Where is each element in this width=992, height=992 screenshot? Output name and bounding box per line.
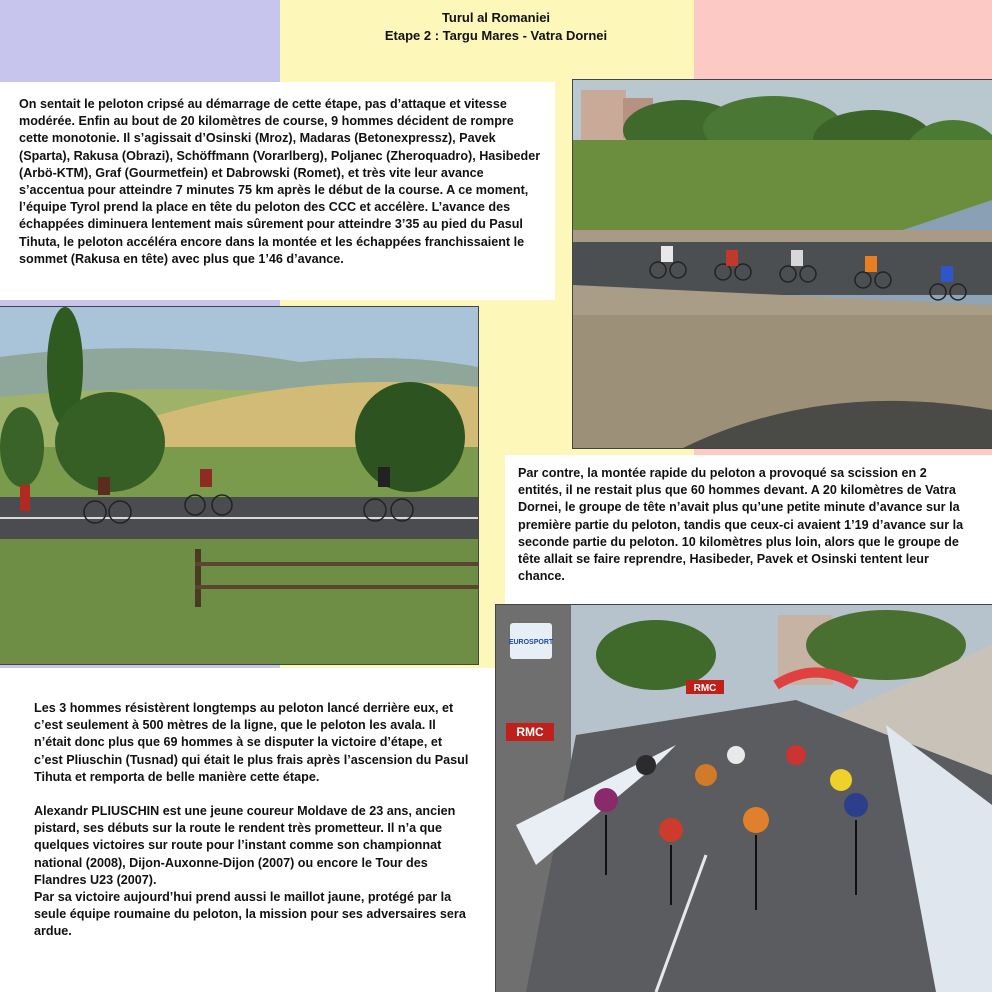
image-sprint-finish: [496, 605, 992, 992]
eurosport-sign: EUROSPORT: [508, 639, 554, 646]
page-subtitle: Etape 2 : Targu Mares - Vatra Dornei: [384, 28, 608, 43]
paragraph-intro: On sentait le peloton cripsé au démarrage de cette étape, pas d’attaque et vitesse modérée. Enfin au bout de 20 kilomètres de course, 9 hommes décident de rompre cette monotonie. Il s’agissait d’Osinski (Mroz), Madaras (Betonexpressz), Pavek (Sparta), Rakusa (Obrazi), Schöffmann (Vorarlberg), Poljanec (Zheroquadro), Hasibeder (Arbö-KTM), Graf (Gourmetfein) et Dabrowski (Romet), et très vite leur avance s’accentua pour atteindre 7 minutes 75 km après le début de la course. A ce moment, l’équipe Tyrol prend la place en tête du peloton des CCC et accélère. L’avance des échappées diminuera lentement mais sûrement pour atteindre 3’35 au pied du Pasul Tihuta, le peloton accéléra encore dans la montée et les échappées franchissaient le sommet (Rakusa en tête) avec plus que 1’46 d’avance.: [19, 97, 541, 266]
paragraph-finish: Les 3 hommes résistèrent longtemps au peloton lancé derrière eux, et c’est seulement à 500 mètres de la ligne, que le peloton les avala. Il n’était donc plus que 69 hommes à se disputer la victoire d’étape, et c’est Pliuschin (Tusnad) qui était le plus frais après l’ascension du Pasul Tihuta et remporta de belle manière cette étape.: [34, 701, 469, 784]
rmc-sign-low: RMC: [516, 725, 544, 739]
text-block-finish: [34, 700, 474, 941]
paragraph-jersey: Par sa victoire aujourd’hui prend aussi le maillot jaune, protégé par la seule équipe roumaine du peloton, la mission pour ses adversaires sera ardue.: [34, 890, 466, 939]
paragraph-winner: Alexandr PLIUSCHIN est une jeune coureur Moldave de 23 ans, ancien pistard, ses débuts sur la route le rendent très prometteur. Il n’a que quelques victoires sur route pour l’instant comme son championnat national (2008), Dijon-Auxonne-Dijon (2007) ou encore le Tour des Flandres U23 (2007).: [34, 804, 456, 887]
rmc-sign-top: RMC: [693, 683, 717, 694]
page-title: Turul al Romaniei: [441, 10, 551, 25]
image-countryside-riders: [0, 307, 478, 664]
paragraph-split: Par contre, la montée rapide du peloton a provoqué sa scission en 2 entités, il ne restait plus que 60 hommes devant. A 20 kilomètres de Vatra Dornei, le groupe de tête n’avait plus qu’une petite minute d’avance sur la première partie du peloton, tandis que ceux-ci avaient 1’19 d’avance sur la seconde partie du peloton. 10 kilomètres plus loin, alors que le groupe de tête allait se faire reprendre, Hasibeder, Pavek et Osinski tentent leur chance.: [518, 466, 964, 584]
image-bridge-breakaway: [573, 80, 992, 448]
